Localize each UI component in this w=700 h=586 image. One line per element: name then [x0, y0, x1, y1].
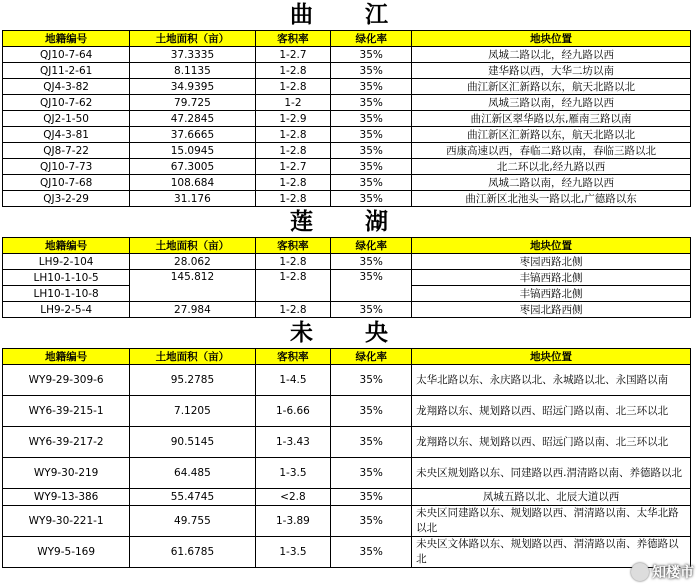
section-title-lianhu: 莲 湖: [289, 209, 410, 235]
cell-green-rate: 35%: [331, 95, 412, 111]
cell-plot-ratio: 1-4.5: [255, 365, 331, 396]
cell-plot-ratio: 1-2: [255, 95, 331, 111]
cell-plot-ratio: 1-3.89: [255, 506, 331, 537]
land-table-qujiang: [2, 30, 691, 207]
table-header-row: [3, 238, 691, 254]
section-title-weiyang: 未 央: [289, 320, 410, 346]
cell-land-area: 27.984: [130, 302, 255, 318]
table-row: [3, 111, 691, 127]
cell-land-area: 79.725: [130, 95, 255, 111]
cell-parcel-id: LH10-1-10-8: [3, 286, 130, 302]
cell-land-area: 7.1205: [130, 396, 255, 427]
cell-parcel-id: QJ4-3-82: [3, 79, 130, 95]
cell-plot-ratio: 1-2.8: [255, 127, 331, 143]
land-table-lianhu: [2, 237, 691, 318]
cell-land-area: 95.2785: [130, 365, 255, 396]
cell-location: 太华北路以东、永庆路以北、永城路以北、永国路以南: [412, 365, 691, 396]
table-row: [3, 302, 691, 318]
cell-plot-ratio: 1-2.8: [255, 79, 331, 95]
cell-plot-ratio: 1-2.8: [255, 63, 331, 79]
cell-plot-ratio: 1-3.5: [255, 458, 331, 489]
cell-location: 凤城三路以南，经九路以西: [412, 95, 691, 111]
cell-land-area: 34.9395: [130, 79, 255, 95]
cell-parcel-id: QJ8-7-22: [3, 143, 130, 159]
cell-plot-ratio: <2.8: [255, 489, 331, 506]
cell-green-rate: 35%: [331, 79, 412, 95]
cell-location: 枣园北路西侧: [412, 302, 691, 318]
cell-green-rate: 35%: [331, 254, 412, 270]
cell-land-area: 37.3335: [130, 47, 255, 63]
cell-land-area: 55.4745: [130, 489, 255, 506]
header-location: 地块位置: [412, 349, 691, 365]
table-row: [3, 127, 691, 143]
cell-parcel-id: QJ3-2-29: [3, 191, 130, 207]
cell-land-area: 108.684: [130, 175, 255, 191]
table-row: [3, 254, 691, 270]
cell-green-rate: 35%: [331, 191, 412, 207]
cell-location: 曲江新区翠华路以东,雁南三路以南: [412, 111, 691, 127]
cell-location: 龙翔路以东、规划路以西、昭远门路以南、北三环以北: [412, 396, 691, 427]
cell-parcel-id: WY9-29-309-6: [3, 365, 130, 396]
table-row: [3, 191, 691, 207]
cell-location: 曲江新区北池头一路以北,广德路以东: [412, 191, 691, 207]
cell-land-area: 145.812: [130, 270, 255, 302]
cell-green-rate: 35%: [331, 537, 412, 568]
table-row: [3, 396, 691, 427]
cell-green-rate: 35%: [331, 458, 412, 489]
section-title-qujiang: 曲 江: [289, 2, 410, 28]
cell-location: 丰镐西路北侧: [412, 286, 691, 302]
cell-location: 枣园西路北侧: [412, 254, 691, 270]
cell-plot-ratio: 1-2.8: [255, 302, 331, 318]
cell-land-area: 90.5145: [130, 427, 255, 458]
header-parcel-id: 地籍编号: [3, 349, 130, 365]
cell-green-rate: 35%: [331, 111, 412, 127]
cell-location: 丰镐西路北侧: [412, 270, 691, 286]
cell-location: 凤城五路以北、北辰大道以西: [412, 489, 691, 506]
cell-location: 龙翔路以东、规划路以西、昭远门路以南、北三环以北: [412, 427, 691, 458]
table-row: [3, 79, 691, 95]
header-land-area: 土地面积（亩）: [130, 238, 255, 254]
cell-parcel-id: WY9-30-221-1: [3, 506, 130, 537]
cell-location: 未央区文体路以东、规划路以西、渭清路以南、养德路以北: [412, 537, 691, 568]
table-row: [3, 489, 691, 506]
cell-location: 北二环以北,经九路以西: [412, 159, 691, 175]
cell-green-rate: 35%: [331, 506, 412, 537]
table-row: [3, 270, 691, 286]
cell-location: 凤城二路以北，经九路以西: [412, 47, 691, 63]
cell-land-area: 61.6785: [130, 537, 255, 568]
cell-green-rate: 35%: [331, 302, 412, 318]
table-row: [3, 95, 691, 111]
table-header-row: [3, 349, 691, 365]
cell-land-area: 67.3005: [130, 159, 255, 175]
cell-parcel-id: LH10-1-10-5: [3, 270, 130, 286]
cell-parcel-id: QJ10-7-68: [3, 175, 130, 191]
cell-parcel-id: LH9-2-104: [3, 254, 130, 270]
cell-land-area: 31.176: [130, 191, 255, 207]
cell-plot-ratio: 1-2.8: [255, 175, 331, 191]
header-green-rate: 绿化率: [331, 349, 412, 365]
watermark: [631, 562, 694, 582]
cell-parcel-id: WY6-39-217-2: [3, 427, 130, 458]
watermark-text: 知楼市: [652, 565, 694, 581]
header-parcel-id: 地籍编号: [3, 31, 130, 47]
header-plot-ratio: 客积率: [255, 349, 331, 365]
header-plot-ratio: 客积率: [255, 238, 331, 254]
header-parcel-id: 地籍编号: [3, 238, 130, 254]
header-location: 地块位置: [412, 31, 691, 47]
cell-parcel-id: WY9-5-169: [3, 537, 130, 568]
cell-land-area: 37.6665: [130, 127, 255, 143]
cell-location: 西康高速以西，春临二路以南，春临三路以北: [412, 143, 691, 159]
table-row: [3, 427, 691, 458]
cell-parcel-id: LH9-2-5-4: [3, 302, 130, 318]
cell-green-rate: 35%: [331, 270, 412, 302]
wechat-bubble-icon: [631, 563, 649, 581]
table-row: [3, 537, 691, 568]
header-plot-ratio: 客积率: [255, 31, 331, 47]
table-row: [3, 47, 691, 63]
cell-green-rate: 35%: [331, 63, 412, 79]
cell-plot-ratio: 1-3.5: [255, 537, 331, 568]
header-land-area: 土地面积（亩）: [130, 31, 255, 47]
cell-location: 曲江新区汇新路以东，航天北路以北: [412, 79, 691, 95]
cell-plot-ratio: 1-2.7: [255, 159, 331, 175]
cell-parcel-id: WY9-30-219: [3, 458, 130, 489]
cell-land-area: 49.755: [130, 506, 255, 537]
cell-parcel-id: QJ11-2-61: [3, 63, 130, 79]
cell-plot-ratio: 1-2.8: [255, 270, 331, 302]
table-row: [3, 458, 691, 489]
cell-parcel-id: QJ4-3-81: [3, 127, 130, 143]
cell-green-rate: 35%: [331, 427, 412, 458]
cell-plot-ratio: 1-3.43: [255, 427, 331, 458]
cell-parcel-id: QJ2-1-50: [3, 111, 130, 127]
cell-plot-ratio: 1-6.66: [255, 396, 331, 427]
cell-parcel-id: QJ10-7-64: [3, 47, 130, 63]
cell-plot-ratio: 1-2.8: [255, 254, 331, 270]
land-table-weiyang: [2, 348, 691, 568]
table-row: [3, 143, 691, 159]
cell-parcel-id: QJ10-7-62: [3, 95, 130, 111]
cell-parcel-id: WY9-13-386: [3, 489, 130, 506]
cell-land-area: 47.2845: [130, 111, 255, 127]
cell-plot-ratio: 1-2.8: [255, 191, 331, 207]
cell-parcel-id: QJ10-7-73: [3, 159, 130, 175]
cell-location: 建华路以西，大华二坊以南: [412, 63, 691, 79]
cell-plot-ratio: 1-2.8: [255, 143, 331, 159]
cell-plot-ratio: 1-2.7: [255, 47, 331, 63]
cell-location: 未央区规划路以东、同建路以西.渭清路以南、养德路以北: [412, 458, 691, 489]
cell-land-area: 64.485: [130, 458, 255, 489]
table-row: [3, 159, 691, 175]
cell-land-area: 8.1135: [130, 63, 255, 79]
cell-green-rate: 35%: [331, 143, 412, 159]
table-row: [3, 365, 691, 396]
table-row: [3, 175, 691, 191]
cell-green-rate: 35%: [331, 489, 412, 506]
cell-green-rate: 35%: [331, 159, 412, 175]
cell-location: 凤城二路以南，经九路以西: [412, 175, 691, 191]
header-location: 地块位置: [412, 238, 691, 254]
cell-land-area: 15.0945: [130, 143, 255, 159]
header-green-rate: 绿化率: [331, 31, 412, 47]
header-green-rate: 绿化率: [331, 238, 412, 254]
cell-green-rate: 35%: [331, 396, 412, 427]
cell-green-rate: 35%: [331, 175, 412, 191]
cell-location: 曲江新区汇新路以东，航天北路以北: [412, 127, 691, 143]
table-header-row: [3, 31, 691, 47]
cell-green-rate: 35%: [331, 127, 412, 143]
cell-parcel-id: WY6-39-215-1: [3, 396, 130, 427]
cell-plot-ratio: 1-2.9: [255, 111, 331, 127]
cell-green-rate: 35%: [331, 47, 412, 63]
cell-location: 未央区同建路以东、规划路以西、渭清路以南、太华北路以北: [412, 506, 691, 537]
cell-land-area: 28.062: [130, 254, 255, 270]
table-row: [3, 63, 691, 79]
cell-green-rate: 35%: [331, 365, 412, 396]
table-row: [3, 506, 691, 537]
header-land-area: 土地面积（亩）: [130, 349, 255, 365]
